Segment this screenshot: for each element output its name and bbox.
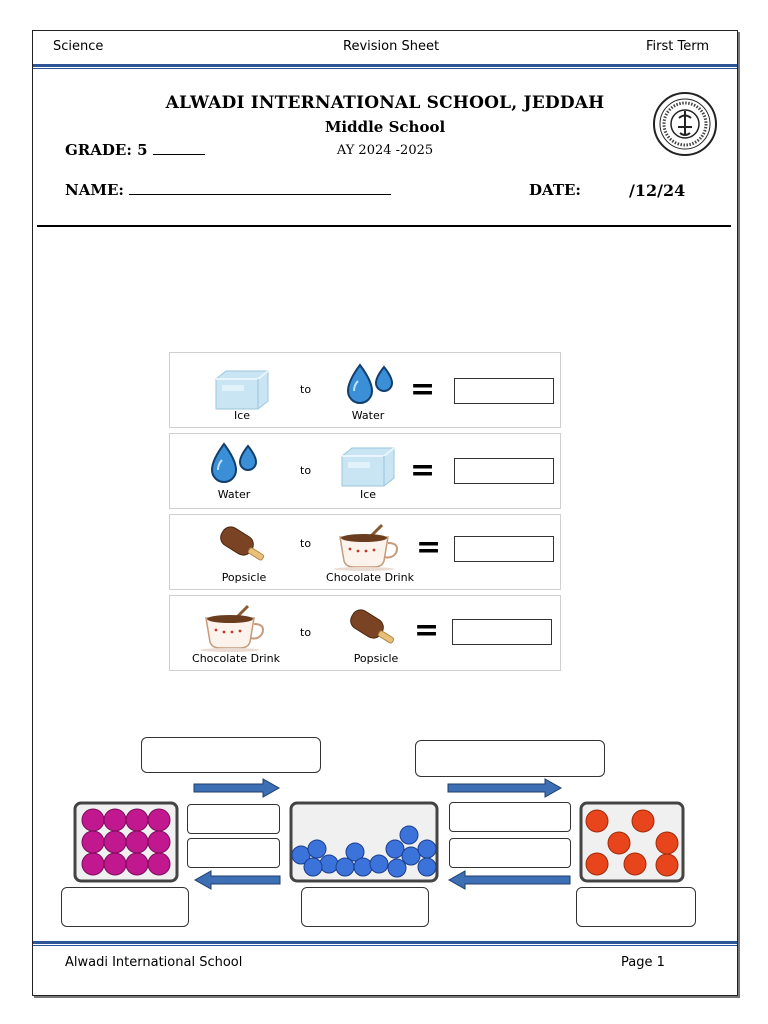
equals-sign: = bbox=[410, 453, 436, 488]
answer-box[interactable] bbox=[449, 802, 571, 832]
gas-particles-icon bbox=[579, 801, 685, 883]
to-label: Chocolate Drink bbox=[326, 571, 414, 584]
water-drops-icon bbox=[204, 440, 262, 488]
answer-box[interactable] bbox=[141, 737, 321, 773]
from-label: Popsicle bbox=[221, 571, 267, 584]
section-divider bbox=[37, 225, 731, 227]
answer-box[interactable] bbox=[576, 887, 696, 927]
academic-year: AY 2024 -2025 bbox=[336, 143, 434, 158]
name-field[interactable] bbox=[65, 181, 391, 199]
from-label: Chocolate Drink bbox=[192, 652, 280, 665]
date-value: /12/24 bbox=[629, 181, 686, 200]
footer-school: Alwadi International School bbox=[65, 955, 243, 970]
school-section: Middle School bbox=[324, 118, 446, 136]
answer-box[interactable] bbox=[415, 740, 605, 777]
to-word: to bbox=[300, 626, 312, 639]
conversion-row bbox=[169, 433, 561, 509]
arrow-left-icon bbox=[193, 869, 281, 891]
to-label: Popsicle bbox=[353, 652, 399, 665]
name-blank[interactable] bbox=[129, 194, 391, 195]
chocolate-drink-icon bbox=[334, 523, 406, 571]
answer-box[interactable] bbox=[452, 619, 552, 645]
conversion-row bbox=[169, 595, 561, 671]
conversion-row bbox=[169, 514, 561, 590]
equals-sign: = bbox=[416, 530, 442, 565]
arrow-right-icon bbox=[447, 777, 563, 799]
to-label: Ice bbox=[359, 488, 377, 501]
header-title: Revision Sheet bbox=[343, 39, 440, 54]
name-label: NAME: bbox=[65, 181, 124, 199]
answer-box[interactable] bbox=[187, 838, 280, 868]
popsicle-icon bbox=[214, 525, 270, 569]
from-label: Ice bbox=[233, 409, 251, 422]
answer-box[interactable] bbox=[454, 378, 554, 404]
answer-box[interactable] bbox=[301, 887, 429, 927]
answer-box[interactable] bbox=[454, 458, 554, 484]
grade-blank[interactable] bbox=[153, 154, 205, 155]
from-label: Water bbox=[217, 488, 251, 501]
to-word: to bbox=[300, 537, 312, 550]
ice-cube-icon bbox=[210, 367, 274, 411]
answer-box[interactable] bbox=[449, 838, 571, 868]
header-divider bbox=[33, 64, 737, 69]
ice-cube-icon bbox=[336, 444, 400, 488]
school-seal-icon bbox=[652, 91, 718, 157]
page-number: Page 1 bbox=[621, 955, 665, 970]
grade-field[interactable] bbox=[65, 141, 205, 159]
footer-divider bbox=[33, 941, 737, 946]
answer-box[interactable] bbox=[454, 536, 554, 562]
to-word: to bbox=[300, 464, 312, 477]
arrow-left-icon bbox=[447, 869, 571, 891]
header-term: First Term bbox=[645, 39, 709, 54]
liquid-particles-icon bbox=[289, 801, 439, 883]
grade-label: GRADE: 5 bbox=[65, 141, 148, 159]
to-label: Water bbox=[351, 409, 385, 422]
water-drops-icon bbox=[340, 361, 398, 409]
header-subject: Science bbox=[53, 39, 104, 54]
school-name: ALWADI INTERNATIONAL SCHOOL, JEDDAH bbox=[165, 93, 605, 113]
answer-box[interactable] bbox=[187, 804, 280, 834]
answer-box[interactable] bbox=[61, 887, 189, 927]
date-label: DATE: bbox=[529, 181, 581, 199]
to-word: to bbox=[300, 383, 312, 396]
equals-sign: = bbox=[410, 372, 436, 407]
chocolate-drink-icon bbox=[200, 604, 272, 652]
popsicle-icon bbox=[344, 608, 400, 652]
conversion-row bbox=[169, 352, 561, 428]
worksheet-page bbox=[32, 30, 738, 996]
equals-sign: = bbox=[414, 613, 440, 648]
arrow-right-icon bbox=[193, 777, 281, 799]
solid-particles-icon bbox=[73, 801, 179, 883]
